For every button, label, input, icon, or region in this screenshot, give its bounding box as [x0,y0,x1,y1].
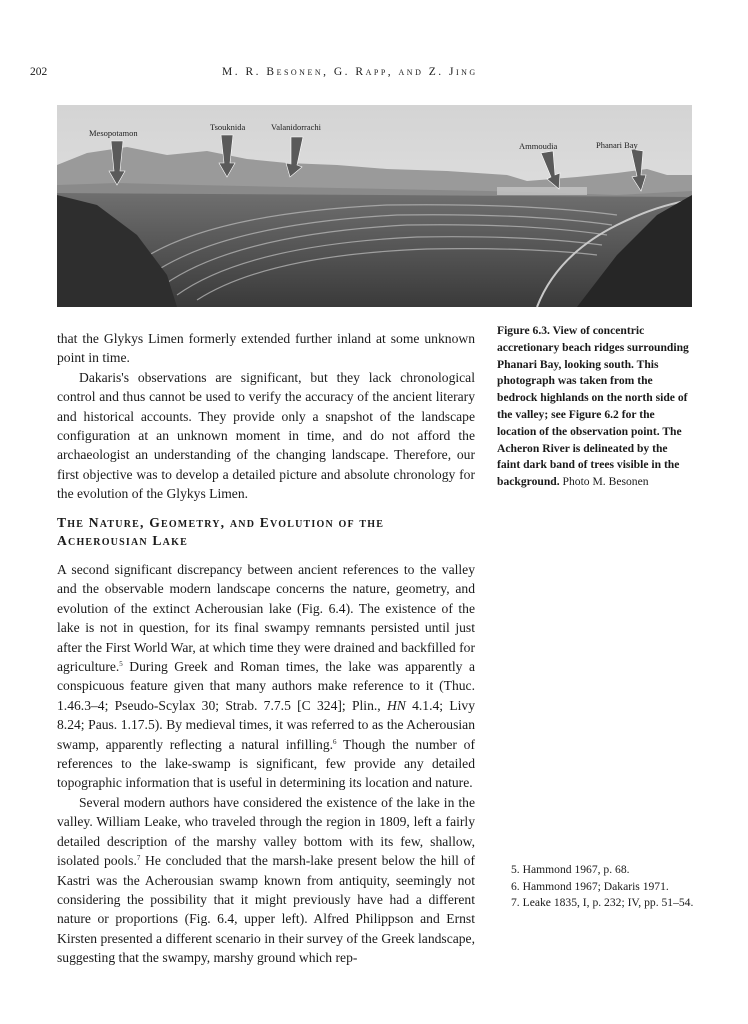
p3-hn: HN [386,697,406,713]
p3-part-a: A second significant discrepancy between ancient references to the valley and the observable modern landscape concerns the nature, geometry, and evolution of the extinct Acherousian lake (Fig. 6.4). The existence of the lake is not in question, for its final swampy remnants persisted until just after the First World War, at which time they were drained and backfilled for agriculture. [57,562,475,675]
footnote-text: Hammond 1967; Dakaris 1971. [522,879,669,893]
figure-caption [497,323,692,491]
p3-part-d: Though the number of references to the lake-swamp is significant, few provide any detailed topographic information that is useful in determining its location and nature. [57,736,476,791]
caption-credit: Photo M. Besonen [562,475,649,489]
section-heading: The Nature, Geometry, and Evolution of the Acherousian Lake [57,515,385,548]
footnote-number: 5. [511,863,520,876]
footnote-ref-5: 5 [119,660,123,669]
label-ammoudia: Ammoudia [519,141,558,151]
footnotes [497,862,697,912]
footnote [497,862,697,879]
photo-illustration [57,105,692,307]
label-tsouknida: Tsouknida [210,122,246,132]
footnote-text: Hammond 1967, p. 68. [522,863,630,876]
body-text-section [57,560,475,968]
p4-part-a: Several modern authors have considered the existence of the lake in the valley. William Leake, who traveled through the region in 1809, left a fairly detailed description of the marshy valley bottom with its few, shallow, isolated pools. [57,794,475,869]
label-valanidorrachi: Valanidorrachi [271,122,322,132]
landscape-photo [57,105,692,307]
paragraph-continuation: that the Glykys Limen formerly extended further inland at some unknown point in time. [57,331,475,366]
footnote [497,895,697,912]
p3-part-c: 4.1.4; Livy 8.24; Paus. 1.17.5). By medieval times, it was referred to as the Acherousian swamp, apparently reflecting a natural infilling. [57,697,475,752]
footnote-ref-7: 7 [136,854,141,863]
paragraph-discrepancy [57,560,475,793]
footnote-number: 7. [511,896,520,909]
phanari-bay-water [497,187,587,195]
footnote-number: 6. [511,879,520,893]
paragraph-modern-authors [57,793,475,968]
label-mesopotamon: Mesopotamon [89,128,138,138]
footnote-ref-6: 6 [333,737,337,746]
label-phanari-bay: Phanari Bay [596,140,638,150]
p3-part-b: During Greek and Roman times, the lake was apparently a conspicuous feature given that many authors make reference to it (Thuc. 1.46.3–4; Pseudo-Scylax 30; Strab. 7.7.5 [C 324]; Plin., [57,659,475,713]
caption-text: Figure 6.3. View of concentric accretionary beach ridges surrounding Phanari Bay, looking south. This photograph was taken from the bedrock highlands on the north side of the valley; see Figure 6.2 for the location of the observation point. The Acheron River is delineated by the faint dark band of trees visible in the background. [497,324,689,489]
page-number: 202 [30,66,48,78]
running-head: M. R. Besonen, G. Rapp, and Z. Jing [222,66,478,78]
p4-part-b: He concluded that the marsh-lake present below the hill of Kastri was the Acherousian swamp known from antiquity, seemingly not considering the possibility that it might previously have had a different nature or proportions (Fig. 6.4, upper left). Alfred Philippson and Ernst Kirsten presented a different scenario in their survey of the Greek landscape, suggesting that the swampy, marshy ground which rep- [57,853,475,966]
footnote [497,879,697,896]
paragraph-dakaris: Dakaris's observations are significant, but they lack chronological control and thus cannot be used to verify the accuracy of the ancient literary and historical accounts. They provide only a snapshot of the landscape configuration at an unknown moment in time, and do not afford the archaeologist an understanding of the changing landscape. Therefore, our first objective was to develop a detailed picture and absolute chronology for the evolution of the Glykys Limen. [57,369,475,502]
running-header [30,66,720,82]
body-text-top [57,329,475,504]
footnote-text: Leake 1835, I, p. 232; IV, pp. 51–54. [522,896,694,909]
